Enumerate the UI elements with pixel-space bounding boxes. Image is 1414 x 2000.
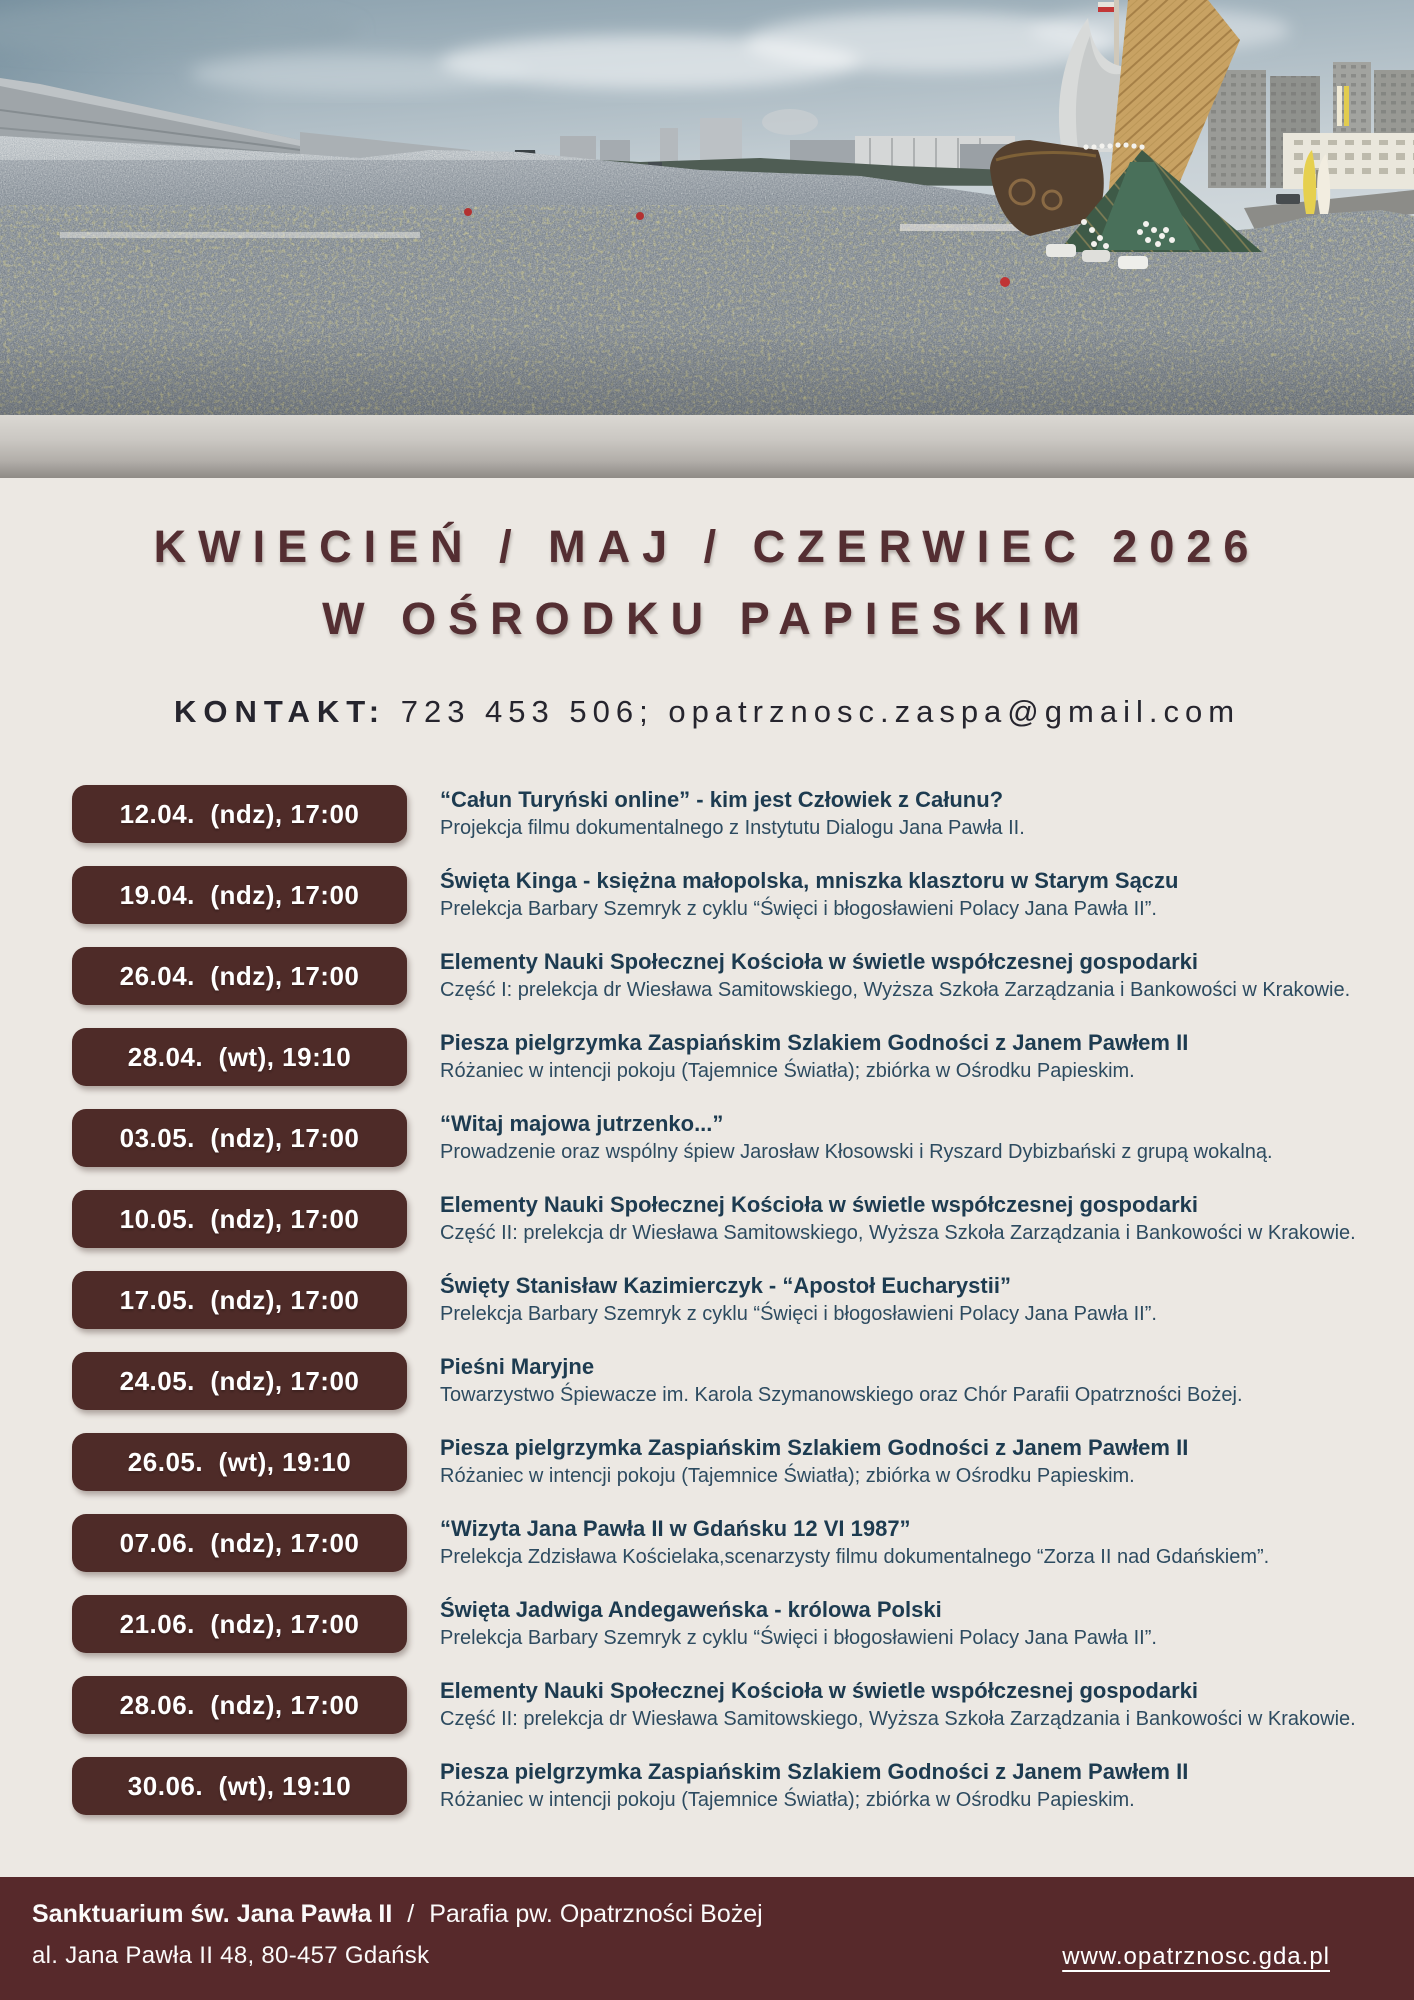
event-date: 03.05. (ndz), 17:00: [119, 1122, 360, 1153]
event-date-badge: [72, 1757, 407, 1815]
event-row: [72, 1676, 1414, 1734]
event-row: [72, 1433, 1414, 1491]
event-date: 30.06. (wt), 19:10: [127, 1770, 352, 1801]
event-date: 24.05. (ndz), 17:00: [119, 1365, 360, 1396]
event-title: “Witaj majowa jutrzenko...”: [440, 1111, 724, 1137]
events-list: [0, 785, 1414, 1838]
footer-parish-name: Parafia pw. Opatrzności Bożej: [429, 1900, 763, 1928]
footer-names: [32, 1899, 763, 1929]
event-date-badge: [72, 947, 407, 1005]
event-title: Święta Kinga - księżna małopolska, mniszka klasztoru w Starym Sączu: [440, 868, 1179, 894]
contact-line: [0, 693, 1414, 731]
event-title: Elementy Nauki Społecznej Kościoła w świetle współczesnej gospodarki: [440, 1192, 1199, 1218]
event-text: [440, 788, 1025, 839]
footer: [0, 1877, 1414, 2000]
event-date-badge: [72, 1028, 407, 1086]
event-date: 19.04. (ndz), 17:00: [119, 879, 360, 910]
event-row: [72, 1757, 1414, 1815]
event-description: Część II: prelekcja dr Wiesława Samitowskiego, Wyższa Szkoła Zarządzania i Bankowości w Krakowie.: [440, 1222, 1356, 1245]
event-title: “Całun Turyński online” - kim jest Człowiek z Całunu?: [440, 787, 1004, 813]
event-text: [440, 950, 1350, 1001]
event-description: Różaniec w intencji pokoju (Tajemnice Światła); zbiórka w Ośrodku Papieskim.: [440, 1060, 1135, 1083]
event-row: [72, 1190, 1414, 1248]
event-date: 26.04. (ndz), 17:00: [119, 960, 360, 991]
footer-address-block: [32, 1899, 763, 1970]
footer-street-address: al. Jana Pawła II 48, 80-457 Gdańsk: [32, 1942, 430, 1969]
title-line-1: KWIECIEŃ / MAJ / CZERWIEC 2026: [153, 521, 1261, 572]
event-title: Pieśni Maryjne: [440, 1354, 595, 1380]
event-title: “Wizyta Jana Pawła II w Gdańsku 12 VI 1987”: [440, 1516, 911, 1542]
event-description: Część II: prelekcja dr Wiesława Samitowskiego, Wyższa Szkoła Zarządzania i Bankowości w Krakowie.: [440, 1708, 1356, 1731]
event-description: Prelekcja Barbary Szemryk z cyklu “Święci i błogosławieni Polacy Jana Pawła II”.: [440, 898, 1157, 921]
event-row: [72, 1514, 1414, 1572]
event-text: [440, 1436, 1188, 1487]
title-line-2: W OŚRODKU PAPIESKIM: [322, 593, 1092, 644]
event-text: [440, 1031, 1188, 1082]
event-title: Święty Stanisław Kazimierczyk - “Apostoł Eucharystii”: [440, 1273, 1011, 1299]
event-date: 12.04. (ndz), 17:00: [119, 798, 360, 829]
contact-value: 723 453 506; opatrznosc.zaspa@gmail.com: [386, 694, 1241, 729]
event-title: Elementy Nauki Społecznej Kościoła w świetle współczesnej gospodarki: [440, 1678, 1199, 1704]
event-description: Prowadzenie oraz wspólny śpiew Jarosław Kłosowski i Ryszard Dybizbański z grupą wokalną.: [440, 1141, 1273, 1164]
event-row: [72, 947, 1414, 1005]
event-description: Towarzystwo Śpiewacze im. Karola Szymanowskiego oraz Chór Parafii Opatrzności Bożej.: [440, 1384, 1243, 1407]
crowd-photo: [0, 0, 1414, 415]
event-date: 10.05. (ndz), 17:00: [119, 1203, 360, 1234]
event-date: 21.06. (ndz), 17:00: [119, 1608, 360, 1639]
event-date-badge: [72, 1433, 407, 1491]
event-text: [440, 1112, 1273, 1163]
event-date: 28.06. (ndz), 17:00: [119, 1689, 360, 1720]
event-date: 17.05. (ndz), 17:00: [119, 1284, 360, 1315]
contact-label: KONTAKT:: [173, 694, 387, 729]
event-row: [72, 785, 1414, 843]
event-date-badge: [72, 1271, 407, 1329]
event-text: [440, 1355, 1243, 1406]
event-date: 07.06. (ndz), 17:00: [119, 1527, 360, 1558]
event-description: Prelekcja Barbary Szemryk z cyklu “Święci i błogosławieni Polacy Jana Pawła II”.: [440, 1303, 1157, 1326]
event-description: Różaniec w intencji pokoju (Tajemnice Światła); zbiórka w Ośrodku Papieskim.: [440, 1465, 1135, 1488]
event-row: [72, 1352, 1414, 1410]
event-description: Prelekcja Zdzisława Kościelaka,scenarzysty filmu dokumentalnego “Zorza II nad Gdańskiem”.: [440, 1546, 1270, 1569]
event-date-badge: [72, 1109, 407, 1167]
event-row: [72, 1271, 1414, 1329]
footer-website-link[interactable]: www.opatrznosc.gda.pl: [1062, 1943, 1330, 1970]
event-title: Elementy Nauki Społecznej Kościoła w świetle współczesnej gospodarki: [440, 949, 1199, 975]
event-date-badge: [72, 785, 407, 843]
page-title: [0, 521, 1414, 644]
event-date: 28.04. (wt), 19:10: [127, 1041, 352, 1072]
event-title: Święta Jadwiga Andegaweńska - królowa Polski: [440, 1597, 942, 1623]
event-description: Różaniec w intencji pokoju (Tajemnice Światła); zbiórka w Ośrodku Papieskim.: [440, 1789, 1135, 1812]
event-description: Część I: prelekcja dr Wiesława Samitowskiego, Wyższa Szkoła Zarządzania i Bankowości w Krakowie.: [440, 979, 1351, 1002]
event-text: [440, 1760, 1188, 1811]
event-title: Piesza pielgrzymka Zaspiańskim Szlakiem Godności z Janem Pawłem II: [440, 1435, 1189, 1461]
event-row: [72, 866, 1414, 924]
event-text: [440, 1193, 1356, 1244]
event-text: [440, 1274, 1157, 1325]
photo-shadow-band: [0, 415, 1414, 478]
event-date-badge: [72, 866, 407, 924]
event-date-badge: [72, 1352, 407, 1410]
footer-sanctuary-name: Sanktuarium św. Jana Pawła II: [32, 1900, 393, 1928]
event-row: [72, 1109, 1414, 1167]
event-title: Piesza pielgrzymka Zaspiańskim Szlakiem Godności z Janem Pawłem II: [440, 1030, 1189, 1056]
event-title: Piesza pielgrzymka Zaspiańskim Szlakiem Godności z Janem Pawłem II: [440, 1759, 1189, 1785]
event-date-badge: [72, 1514, 407, 1572]
event-date: 26.05. (wt), 19:10: [127, 1446, 352, 1477]
hero-photo: [0, 0, 1414, 415]
event-row: [72, 1028, 1414, 1086]
footer-separator: /: [407, 1900, 415, 1928]
event-row: [72, 1595, 1414, 1653]
event-date-badge: [72, 1190, 407, 1248]
event-text: [440, 1598, 1157, 1649]
event-text: [440, 869, 1178, 920]
event-description: Projekcja filmu dokumentalnego z Instytutu Dialogu Jana Pawła II.: [440, 817, 1025, 840]
event-description: Prelekcja Barbary Szemryk z cyklu “Święci i błogosławieni Polacy Jana Pawła II”.: [440, 1627, 1157, 1650]
event-text: [440, 1517, 1269, 1568]
event-date-badge: [72, 1595, 407, 1653]
event-text: [440, 1679, 1356, 1730]
event-date-badge: [72, 1676, 407, 1734]
